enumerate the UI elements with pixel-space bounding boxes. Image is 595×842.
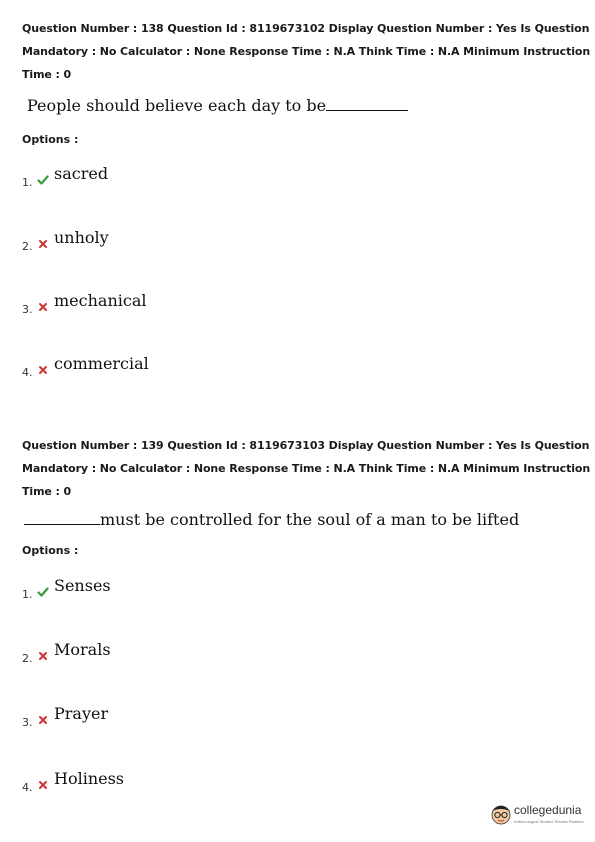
fill-blank: [24, 512, 100, 525]
cross-icon: [37, 779, 49, 791]
cross-icon: [37, 714, 49, 726]
check-icon: [37, 586, 49, 598]
question-stem: [27, 96, 408, 115]
option-number: 2.: [22, 240, 33, 253]
option-text: commercial: [54, 354, 149, 373]
stem-text: must be controlled for the soul of a man to be lifted: [100, 510, 520, 529]
options-label: Options :: [22, 544, 79, 557]
option-number: 1.: [22, 176, 33, 189]
cross-icon: [37, 238, 49, 250]
option-text: Prayer: [54, 704, 109, 723]
cross-icon: [37, 301, 49, 313]
cross-icon: [37, 364, 49, 376]
meta-line: Time : 0: [22, 485, 72, 498]
check-icon: [37, 174, 49, 186]
meta-line: Question Number : 139 Question Id : 8119673103 Display Question Number : Yes Is Question: [22, 439, 590, 452]
option-number: 2.: [22, 652, 33, 665]
option-text: Senses: [54, 576, 111, 595]
brand-tagline: India's largest Student Review Platform: [514, 819, 584, 824]
stem-text: People should believe each day to be: [27, 96, 327, 115]
option-number: 4.: [22, 781, 33, 794]
option-number: 3.: [22, 716, 33, 729]
mascot-icon: [489, 800, 513, 830]
option-text: Morals: [54, 640, 111, 659]
option-text: mechanical: [54, 291, 147, 310]
meta-line: Question Number : 138 Question Id : 8119673102 Display Question Number : Yes Is Question: [22, 22, 590, 35]
brand-name: collegedunia: [514, 803, 582, 817]
option-text: Holiness: [54, 769, 125, 788]
cross-icon: [37, 650, 49, 662]
option-number: 1.: [22, 588, 33, 601]
brand-logo: [489, 800, 589, 832]
meta-line: Mandatory : No Calculator : None Response Time : N.A Think Time : N.A Minimum Instruction: [22, 45, 591, 58]
question-stem: [24, 510, 519, 529]
question-meta: [22, 17, 591, 86]
option-text: unholy: [54, 228, 109, 247]
question-meta: [22, 434, 591, 503]
meta-line: Time : 0: [22, 68, 72, 81]
meta-line: Mandatory : No Calculator : None Response Time : N.A Think Time : N.A Minimum Instruction: [22, 462, 591, 475]
option-number: 3.: [22, 303, 33, 316]
options-label: Options :: [22, 133, 79, 146]
fill-blank: [326, 98, 408, 111]
option-number: 4.: [22, 366, 33, 379]
option-text: sacred: [54, 164, 109, 183]
